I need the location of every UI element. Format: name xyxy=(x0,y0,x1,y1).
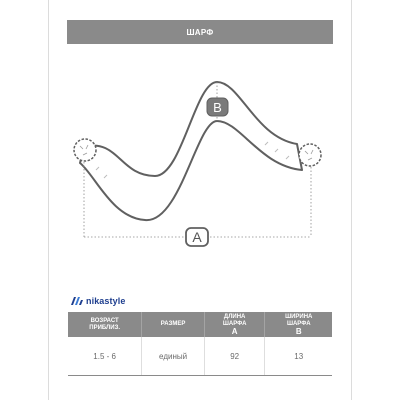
header-width xyxy=(265,312,332,337)
right-pompom xyxy=(299,144,321,166)
cell-size: единый xyxy=(142,337,205,376)
header-size xyxy=(142,312,205,337)
header-width-line3: B xyxy=(295,327,302,336)
label-b: B xyxy=(213,100,222,115)
page-title: ШАРФ xyxy=(67,20,333,44)
scarf-shape xyxy=(80,82,302,220)
header-age-line1: ВОЗРАСТ xyxy=(90,317,119,324)
header-age xyxy=(68,312,142,337)
header-length-line2: ШАРФА xyxy=(222,321,247,327)
header-length xyxy=(204,312,265,337)
brand-name: nikastyle xyxy=(86,296,126,306)
header-age-line2: ПРИБЛИЗ. xyxy=(89,324,121,331)
table-row xyxy=(68,337,332,376)
cell-width: 13 xyxy=(265,337,332,376)
size-table-header-row xyxy=(68,312,332,337)
cell-age: 1.5 - 6 xyxy=(68,337,142,376)
brand-logo xyxy=(71,294,125,308)
header-length-line1: ДЛИНА xyxy=(223,314,246,320)
nikastyle-logo-icon xyxy=(71,296,83,306)
header-size-line1: РАЗМЕР xyxy=(160,321,186,327)
left-pompom xyxy=(74,139,96,161)
label-a: A xyxy=(192,229,202,245)
size-table xyxy=(68,312,332,376)
header-width-line1: ШИРИНА xyxy=(285,314,313,320)
header-width-line2: ШАРФА xyxy=(286,321,311,327)
cell-length: 92 xyxy=(204,337,265,376)
header-length-line3: A xyxy=(231,327,238,336)
